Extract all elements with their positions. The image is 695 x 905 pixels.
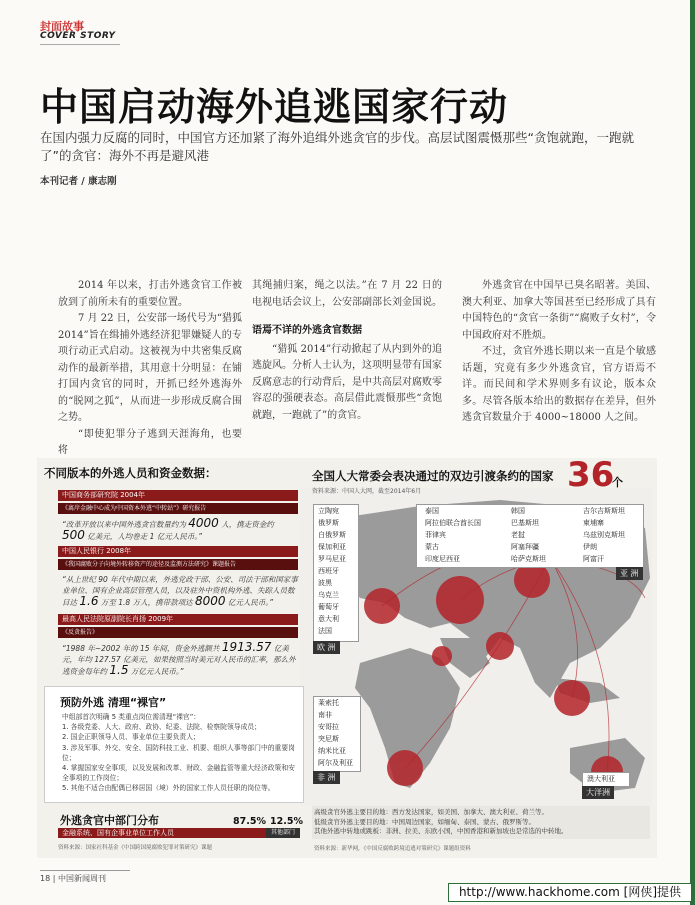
prevention-item: 1. 各级党委、人大、政府、政协、纪委、法院、检察院领导成员； [62,723,261,732]
paragraph: “猎狐 2014”行动掀起了从内到外的追逃旋风。分析人士认为，这项明显带有国家反腐意志的行动背后，是中共高层对腐败零容忍的强硬表态。高层借此震慑那些“贪饱就跑，一跑就了”的贪官。 [252,343,442,421]
source-quote: “1988 年~2002 年的 15 年间，资金外逃额共 1913.57 亿美元，年均 127.57 亿美元，如果按照当时美元对人民币的汇率，那么外逃资金每年约 1.5 万亿元人民币。” [62,640,296,677]
country: 阿拉伯联合酋长国 [425,519,481,527]
country: 意大利 [318,615,339,623]
country: 蒙古 [425,543,439,551]
destinations-note [312,806,650,839]
paragraph: 7 月 22 日，公安部一场代号为“猎狐 2014”旨在缉捕外逃经济犯罪嫌疑人的专项行动正式启动。这被视为中共密集反腐动作的最新举措，其用意十分明显：在铺打国内贪官的同时，开抓已经外逃海外的“脱网之狐”，从而进一步形成反腐合围之势。 [58,313,242,423]
country: 葡萄牙 [318,603,339,611]
source-org: 中国人民银行 2008年 [58,546,298,557]
source-report: 《离岸金融中心成为中国资本外逃“中转站”》研究报告 [58,503,298,514]
distribution-pct-main: 87.5% [233,816,266,827]
country: 罗马尼亚 [318,555,346,563]
subheading: 语焉不详的外逃贪官数据 [252,325,362,336]
country: 安哥拉 [318,723,339,731]
source-report: 《反贪报告》 [58,627,298,638]
country: 波黑 [318,579,332,587]
highlight-circle [486,632,514,660]
country: 乌克兰 [318,591,339,599]
section-label-en: COVER STORY [40,31,116,41]
country: 菲律宾 [425,531,446,539]
watermark-link[interactable]: http://www.hackhome.com [网侠]提供 [448,883,692,902]
country: 伊朗 [583,543,597,551]
left-panel-title: 不同版本的外逃人员和资金数据： [44,466,217,480]
country: 突尼斯 [318,735,339,743]
country: 澳大利亚 [587,775,615,783]
distribution-title: 外逃贪官中部门分布 [60,814,159,827]
europe-country-list [313,504,359,642]
country: 立陶宛 [318,507,339,515]
country: 印度尼西亚 [425,555,460,563]
paragraph: “即使犯罪分子逃到天涯海角，也要将 [58,428,242,456]
article-column-2 [252,278,442,424]
country: 纳米比亚 [318,747,346,755]
source-org: 中国商务部研究院 2004年 [58,490,298,501]
country: 柬埔寨 [583,519,604,527]
country: 老挝 [511,531,525,539]
africa-country-list [313,696,361,772]
destination-line: 低级贪官外逃主要目的地：中国周边国家，如缅甸、泰国、蒙古、俄罗斯等。 [314,817,535,826]
paragraph: 不过，贪官外逃长期以来一直是个敏感话题，究竟有多少外逃贪官，官方语焉不详。而民间和学术界则多有议论，版本众多。尽管各版本给出的数据存在差异，但外逃贪官数量介于 4000~18000 人之间。 [462,346,656,423]
highlight-circle [432,646,452,666]
distribution-source: 资料来源：国家社科基金《中国跨国境腐败犯罪对策研究》课题 [58,845,213,851]
section-divider [40,44,120,45]
paragraph: 2014 年以来，打击外逃贪官工作被放到了前所未有的重要位置。 [58,280,242,308]
country: 俄罗斯 [318,519,339,527]
page-edge-rail [690,0,695,905]
prevention-intro: 中组部首次明确 5 类重点岗位需清理“裸官”： [62,713,201,721]
prevention-item: 5. 其他不适合由配偶已移居国（境）外的国家工作人员任职的岗位等。 [62,784,275,793]
prevention-item: 4. 掌握国家安全事项，以及发展和改革、财政、金融监管等重大经济政策和安全事项的工作岗位； [62,764,295,783]
prevention-list [62,712,298,794]
asia-label: 亚 洲 [616,567,643,580]
country: 阿塞拜疆 [511,543,539,551]
country: 南非 [318,711,332,719]
country: 白俄罗斯 [318,531,346,539]
paragraph: 其绳捕归案，绳之以法。”在 7 月 22 日的电视电话会议上，公安部副部长刘金国说。 [252,280,442,308]
distribution-pct-other: 12.5% [270,816,303,827]
country: 巴基斯坦 [511,519,539,527]
country: 吉尔吉斯斯坦 [583,507,625,515]
destination-line: 其他外逃中转地或跳板：非洲、拉美、东欧小国，中国香港和新加坡也是常选的中转地。 [314,827,568,835]
country: 泰国 [425,507,439,515]
distribution-bar-main: 金融系统、国有企事业单位工作人员 [58,828,266,838]
europe-label: 欧 洲 [313,641,340,654]
treaty-count-unit: 个 [612,476,623,489]
prevention-title: 预防外逃 清理“裸官” [60,696,167,709]
source-quote: “从上世纪 90 年代中期以来，外逃党政干部、公安、司法干部和国家事业单位、国有企业高层管理人员，以及驻外中资机构外逃、失踪人员数目达 1.6 万至 1.8 万人，携带款项达 8000 亿元人民币。” [62,575,298,608]
map-source: 资料来源：中国人大网，截至2014年6月 [312,488,422,495]
oceania-label: 大洋洲 [582,786,614,799]
headline: 中国启动海外追逃国家行动 [40,85,509,129]
country: 韩国 [511,507,525,515]
destination-line: 高级贪官外逃主要目的地：西方发达国家，如美国、加拿大、澳大利亚、荷兰等。 [314,808,548,816]
country: 阿尔及利亚 [318,759,353,767]
source-org: 最高人民法院原副院长肖扬 2009年 [58,614,298,625]
deck: 在国内强力反腐的同时，中国官方还加紧了海外追缉外逃贪官的步伐。高层试图震慑那些“贪饱就跑，一跑就了”的贪官：海外不再是避风港 [40,130,634,163]
prevention-item: 3. 涉及军事、外交、安全、国防科技工业、机要、组织人事等部门中的重要岗位； [62,743,295,762]
paragraph: 外逃贪官在中国早已臭名昭著。美国、澳大利亚、加拿大等国甚至已经形成了具有中国特色的“贪官一条街”“腐败子女村”，令中国政府对不胜烦。 [462,280,656,341]
country: 阿富汗 [583,555,604,563]
country: 哈萨克斯坦 [511,555,546,563]
destinations-source: 资料来源：新华网，《中国反腐败跨境追逃对策研究》课题组资料 [314,846,471,852]
country: 西班牙 [318,567,339,575]
prevention-item: 2. 国企正职领导人员、事业单位主要负责人； [62,733,200,742]
article-column-1 [58,278,242,460]
country: 保加利亚 [318,543,346,551]
map-title: 全国人大常委会表决通过的双边引渡条约的国家 [312,469,554,483]
source-quote: “改革开放以来中国外逃贪官数量约为 4000 人，携走资金约 500 亿美元，人均卷走 1 亿元人民币。” [62,516,274,542]
section-label: 封面故事 [40,20,84,33]
page-footer: 18 | 中国新闻周刊 [40,874,106,883]
footer-rule [40,870,130,871]
asia-country-list [416,504,644,568]
country: 乌兹别克斯坦 [583,531,625,539]
byline: 本刊记者 / 康志刚 [40,176,117,187]
africa-label: 非 洲 [313,771,340,784]
treaty-count: 36 [567,455,615,495]
source-report: 《我国腐败分子向境外转移资产的途径及监测方法研究》课题报告 [58,559,298,570]
country: 法国 [318,627,332,635]
country: 莱索托 [318,699,339,707]
oceania-country-list [582,772,630,787]
article-column-3 [462,278,656,427]
distribution-bar-other: 其他部门 [266,828,300,838]
